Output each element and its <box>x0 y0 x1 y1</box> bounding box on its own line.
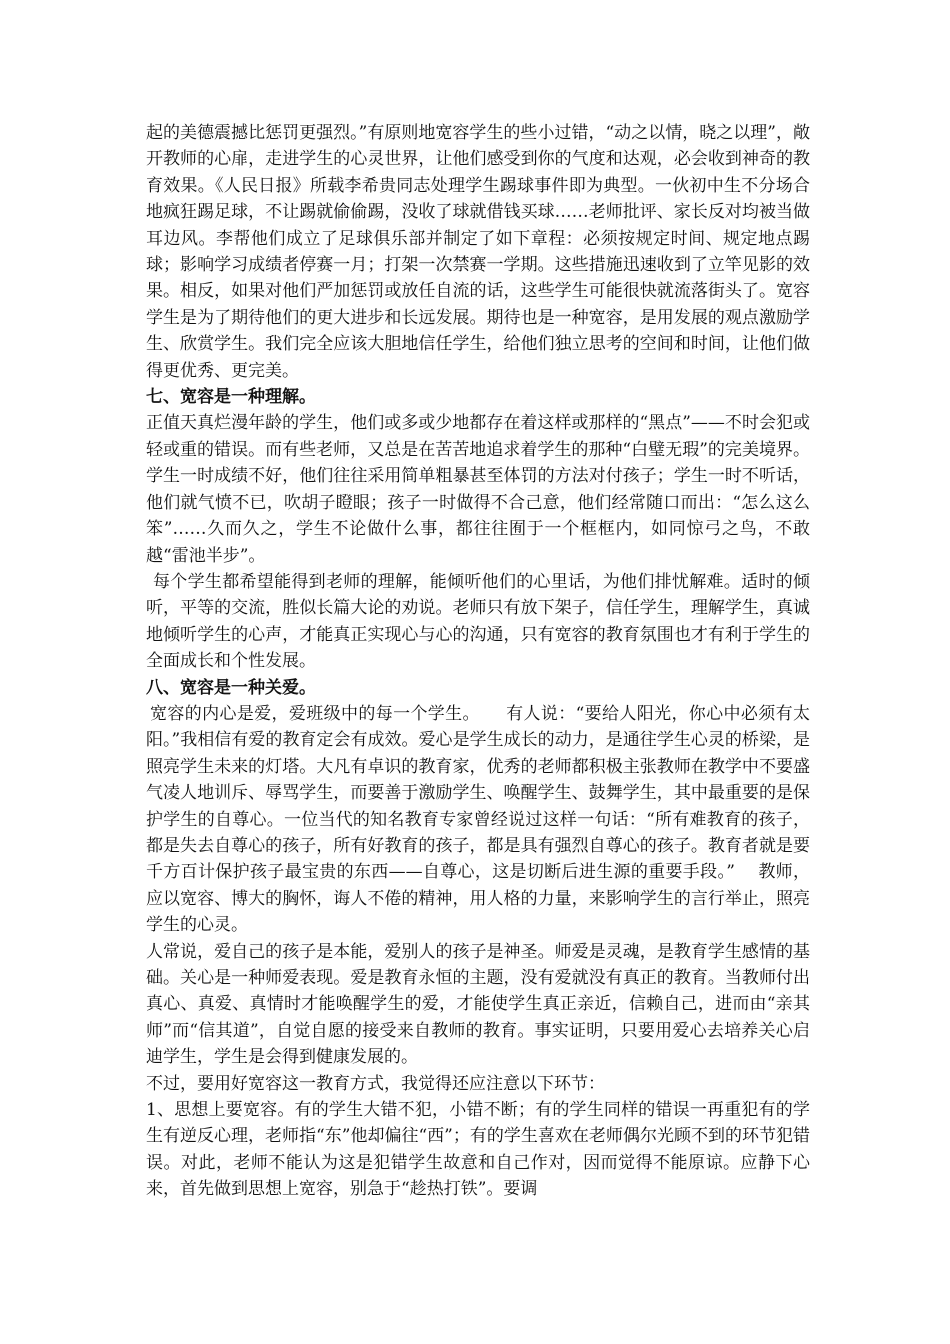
paragraph-teacher-love: 人常说，爱自己的孩子是本能，爱别人的孩子是神圣。师爱是灵魂，是教育学生感情的基础。关心是一种师爱表现。爱是教育永恒的主题，没有爱就没有真正的教育。当教师付出真心、真爱、真情时才能唤醒学生的爱，才能使学生真正亲近，信赖自己，进而由“亲其师”而“信其道”，自觉自愿的接受来自教师的教育。事实证明，只要用爱心去培养关心启迪学生，学生是会得到健康发展的。 <box>146 941 810 1068</box>
paragraph-listening: 每个学生都希望能得到老师的理解，能倾听他们的心里话，为他们排忧解难。适时的倾听，平等的交流，胜似长篇大论的劝说。老师只有放下架子，信任学生，理解学生，真诚地倾听学生的心声，才能真正实现心与心的沟通，只有宽容的教育氛围也才有利于学生的全面成长和个性发展。 <box>146 571 810 672</box>
paragraph-love: 宽容的内心是爱，爱班级中的每一个学生。 有人说：“要给人阳光，你心中必须有太阳。”我相信有爱的教育定会有成效。爱心是学生成长的动力，是通往学生心灵的桥梁，是照亮学生未来的灯塔。大凡有卓识的教育家，优秀的老师都积极主张教师在教学中不要盛气凌人地训斥、辱骂学生，而要善于激励学生、唤醒学生、鼓舞学生，其中最重要的是保护学生的自尊心。一位当代的知名教育专家曾经说过这样一句话：“所有难教育的孩子，都是失去自尊心的孩子，所有好教育的孩子，都是具有强烈自尊心的孩子。教育者就是要千方百计保护孩子最宝贵的东西——自尊心，这是切断后进生源的重要手段。” 教师，应以宽容、博大的胸怀，诲人不倦的精神，用人格的力量，来影响学生的言行举止，照亮学生的心灵。 <box>146 703 810 936</box>
paragraph-transition: 不过，要用好宽容这一教育方式，我觉得还应注意以下环节： <box>146 1073 605 1094</box>
section-heading-8: 八、宽容是一种关爱。 <box>146 677 316 698</box>
paragraph-point-1: 1、思想上要宽容。有的学生大错不犯，小错不断；有的学生同样的错误一再重犯有的学生有逆反心理，老师指“东”他却偏往“西”；有的学生喜欢在老师偶尔光顾不到的环节犯错误。对此，老师不能认为这是犯错学生故意和自己作对，因而觉得不能原谅。应静下心来，首先做到思想上宽容，别急于“趁热打铁”。要调 <box>146 1100 810 1200</box>
paragraph-intro: 起的美德震撼比惩罚更强烈。”有原则地宽容学生的些小过错，“动之以情，晓之以理”，敞开教师的心扉，走进学生的心灵世界，让他们感受到你的气度和达观，必会收到神奇的教育效果。《人民日报》所载李希贵同志处理学生踢球事件即为典型。一伙初中生不分场合地疯狂踢足球，不让踢就偷偷踢，没收了球就借钱买球……老师批评、家长反对均被当做耳边风。李帮他们成立了足球俱乐部并制定了如下章程：必须按规定时间、规定地点踢球；影响学习成绩者停赛一月；打架一次禁赛一学期。这些措施迅速收到了立竿见影的效果。相反，如果对他们严加惩罚或放任自流的话，这些学生可能很快就流落街头了。宽容学生是为了期待他们的更大进步和长远发展。期待也是一种宽容，是用发展的观点激励学生、欣赏学生。我们完全应该大胆地信任学生，给他们独立思考的空间和时间，让他们做得更优秀、更完美。 <box>146 123 810 381</box>
document-page <box>146 120 810 1203</box>
section-heading-7: 七、宽容是一种理解。 <box>146 387 316 408</box>
paragraph-understanding: 正值天真烂漫年龄的学生，他们或多或少地都存在着这样或那样的“黑点”——不时会犯或轻或重的错误。而有些老师，又总是在苦苦地追求着学生的那种“白璧无瑕”的完美境界。学生一时成绩不好，他们往往采用简单粗暴甚至体罚的方法对付孩子；学生一时不听话，他们就气愤不已，吹胡子瞪眼；孩子一时做得不合己意，他们经常随口而出：“怎么这么笨”……久而久之，学生不论做什么事，都往往囿于一个框框内，如同惊弓之鸟，不敢越“雷池半步”。 <box>146 413 810 566</box>
